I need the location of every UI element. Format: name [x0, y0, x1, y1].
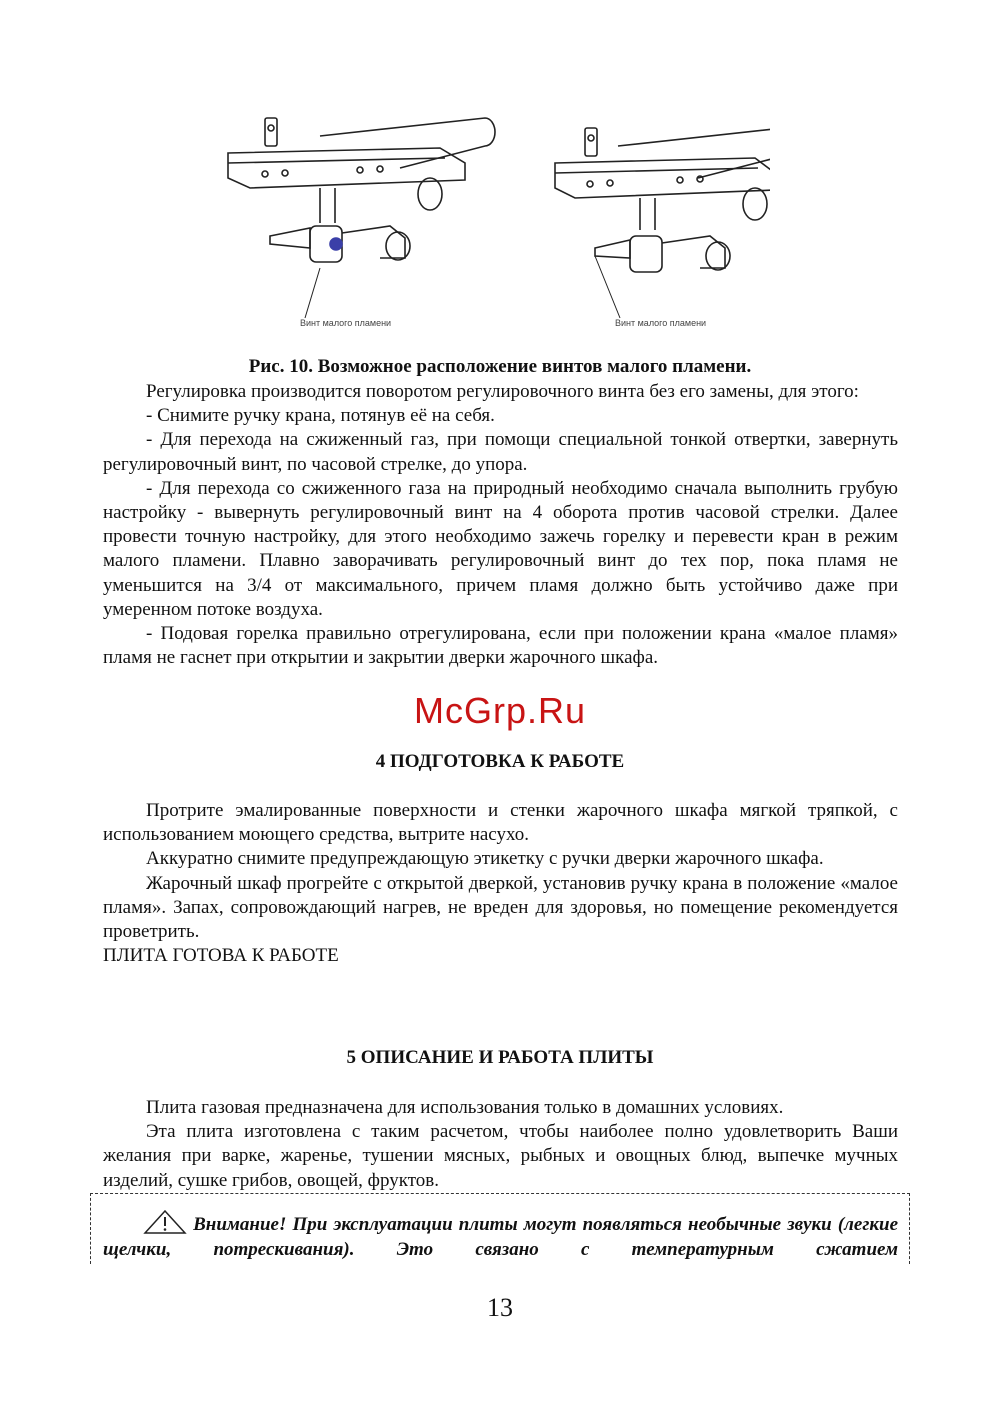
warning-body: При эксплуатации плиты могут появляться необычные звуки (легкие щелчки, потрескивания). Это связано с температурным сжатием — [103, 1214, 899, 1260]
section-5-text — [103, 1096, 898, 1193]
adjustment-text — [103, 380, 898, 670]
page-number: 13 — [487, 1293, 513, 1322]
section-4-paragraph: Протрите эмалированные поверхности и стенки жарочного шкафа мягкой тряпкой, с использованием моющего средства, вытрите насухо. — [103, 800, 898, 846]
right-figure-label: Винт малого пламени — [615, 318, 707, 328]
burner-figure — [210, 108, 770, 340]
adjustment-paragraph: - Для перехода на сжиженный газ, при помощи специальной тонкой отвертки, завернуть регулировочный винт, по часовой стрелке, до упора. — [103, 429, 898, 475]
adjustment-paragraph: - Подовая горелка правильно отрегулирована, если при положении крана «малое пламя» пламя не гаснет при открытии и закрытии дверки жарочного шкафа. — [103, 623, 898, 669]
left-figure-label: Винт малого пламени — [300, 318, 392, 328]
adjustment-paragraph: - Для перехода со сжиженного газа на природный необходимо сначала выполнить грубую настройку - вывернуть регулировочный винт на 4 оборота против часовой стрелки. Далее провести точную настройку, для этого необходимо зажечь горелку и перевести кран в режим малого пламени. Плавно заворачивать регулировочный винт до тех пор, пока пламя не уменьшится на 3/4 от максимального, причем пламя должно быть устойчиво даже при умеренном потоке воздуха. — [103, 477, 898, 620]
adjustment-paragraph: Регулировка производится поворотом регулировочного винта без его замены, для этого: — [146, 381, 859, 402]
warning-lead: Внимание! — [193, 1214, 287, 1235]
warning-notice — [103, 1210, 898, 1262]
watermark: McGrp.Ru — [413, 690, 587, 731]
section-5-title: 5 ОПИСАНИЕ И РАБОТА ПЛИТЫ — [346, 1047, 654, 1068]
section-4-paragraph: Аккуратно снимите предупреждающую этикетку с ручки дверки жарочного шкафа. — [146, 848, 824, 870]
section-4-text — [103, 799, 898, 968]
section-4-title: 4 ПОДГОТОВКА К РАБОТЕ — [375, 751, 625, 772]
section-5-paragraph: Плита газовая предназначена для использования только в домашних условиях. — [146, 1097, 784, 1118]
burner-diagrams — [210, 108, 770, 340]
figure-caption: Рис. 10. Возможное расположение винтов малого пламени. — [248, 356, 752, 377]
adjustment-paragraph: - Снимите ручку крана, потянув её на себя. — [146, 405, 495, 427]
section-4-paragraph: Жарочный шкаф прогрейте с открытой дверкой, установив ручку крана в положение «малое пламя». Запах, сопровождающий нагрев, не вреден для здоровья, но помещение рекомендуется проветрить. — [103, 872, 898, 943]
ready-notice: ПЛИТА ГОТОВА К РАБОТЕ — [103, 945, 339, 967]
left-burner-drawing — [228, 118, 495, 318]
warning-triangle-icon — [143, 1210, 187, 1234]
right-burner-drawing — [555, 128, 770, 318]
section-5-paragraph: Эта плита изготовлена с таким расчетом, чтобы наиболее полно удовлетворить Ваши желания при варке, жаренье, тушении мясных, рыбных и овощных блюд, выпечке мучных изделий, сушке грибов, овощей, фруктов. — [103, 1121, 898, 1191]
